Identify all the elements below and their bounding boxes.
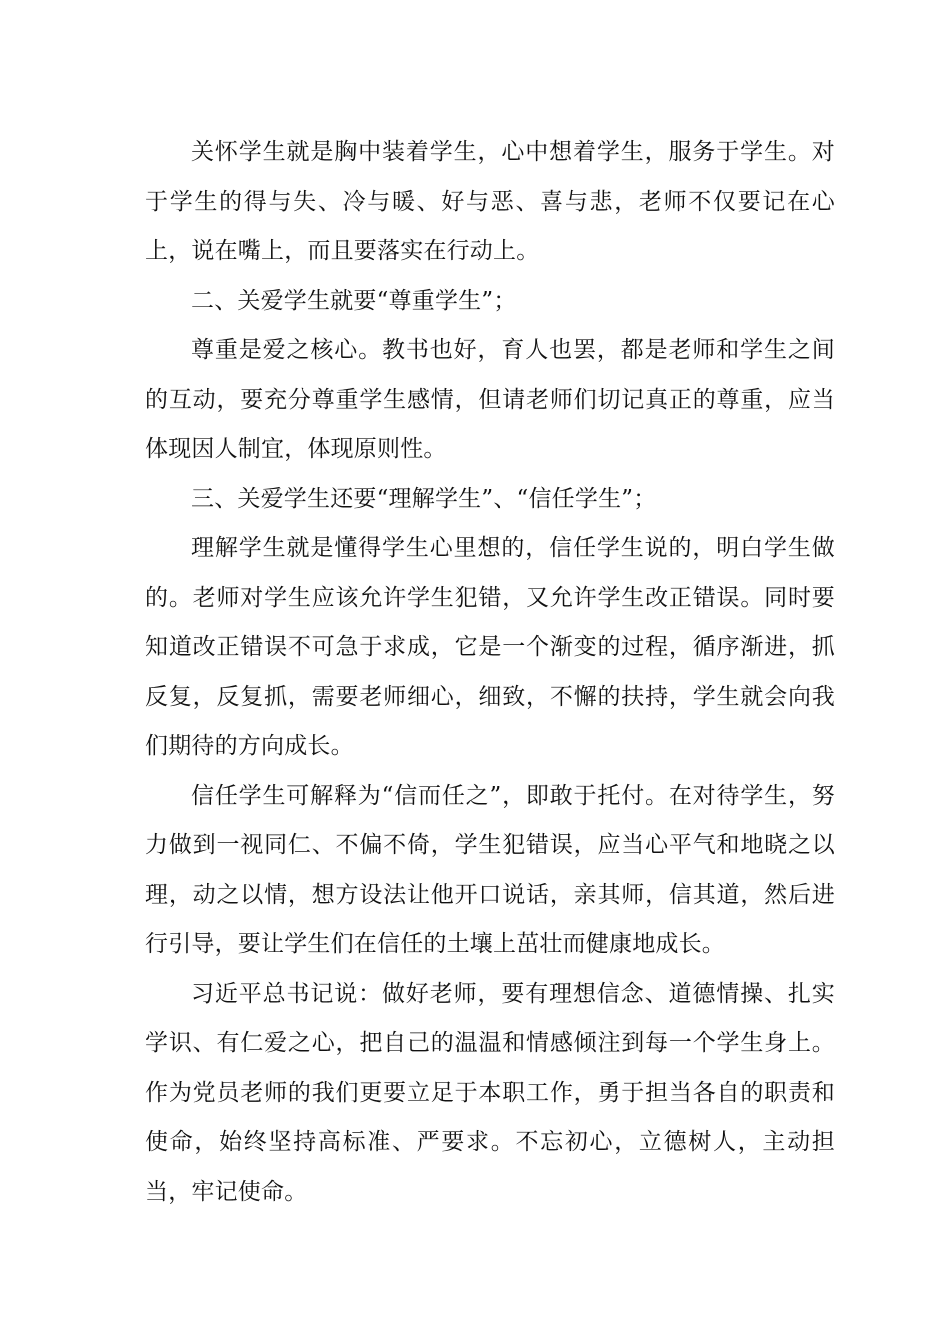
paragraph-trust: 信任学生可解释为“信而任之”，即敢于托付。在对待学生，努力做到一视同仁、不偏不倚，学生犯错误，应当心平气和地晓之以理，动之以情，想方设法让他开口说话，亲其师，信其道，然后进行引导，要让学生们在信任的土壤上茁壮而健康地成长。 [145, 782, 835, 957]
heading-understand-trust: 三、关爱学生还要“理解学生”、“信任学生”； [191, 485, 657, 512]
document-body [145, 128, 835, 1217]
heading-respect-students: 二、关爱学生就要“尊重学生”； [191, 287, 517, 314]
paragraph-care-students: 关怀学生就是胸中装着学生，心中想着学生，服务于学生。对于学生的得与失、冷与暖、好与恶、喜与悲，老师不仅要记在心上，说在嘴上，而且要落实在行动上。 [145, 139, 835, 264]
paragraph-respect: 尊重是爱之核心。教书也好，育人也罢，都是老师和学生之间的互动，要充分尊重学生感情，但请老师们切记真正的尊重，应当体现因人制宜，体现原则性。 [145, 337, 835, 462]
paragraph-understand: 理解学生就是懂得学生心里想的，信任学生说的，明白学生做的。老师对学生应该允许学生犯错，又允许学生改正错误。同时要知道改正错误不可急于求成，它是一个渐变的过程，循序渐进，抓反复，反复抓，需要老师细心，细致，不懈的扶持，学生就会向我们期待的方向成长。 [145, 535, 835, 759]
paragraph-conclusion: 习近平总书记说：做好老师，要有理想信念、道德情操、扎实学识、有仁爱之心，把自己的温温和情感倾注到每一个学生身上。作为党员老师的我们更要立足于本职工作，勇于担当各自的职责和使命，始终坚持高标准、严要求。不忘初心，立德树人，主动担当，牢记使命。 [145, 980, 835, 1205]
